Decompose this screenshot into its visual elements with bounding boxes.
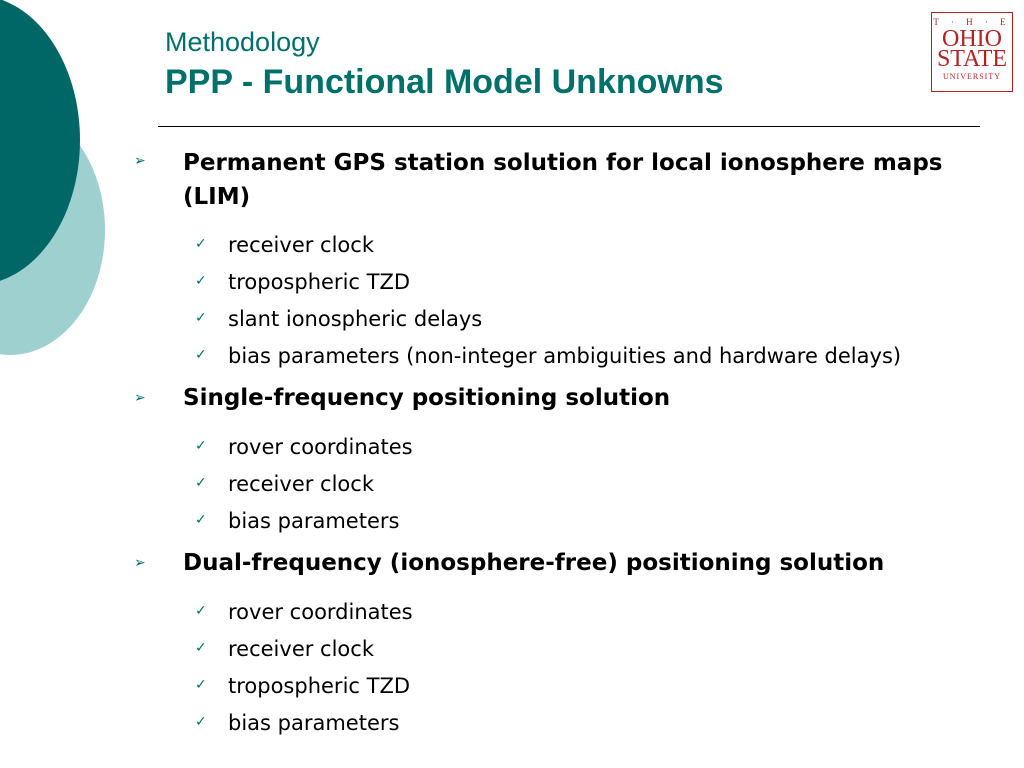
checkmark-icon: ✓ bbox=[195, 273, 207, 289]
list-item: receiver clock bbox=[228, 472, 374, 496]
section-heading: Permanent GPS station solution for local ionosphere maps (LIM) bbox=[183, 150, 943, 210]
decorative-teal-shapes bbox=[0, 0, 120, 360]
ohio-state-logo bbox=[931, 12, 1013, 92]
slide-title: PPP - Functional Model Unknowns bbox=[165, 63, 724, 101]
logo-university: UNIVERSITY bbox=[943, 72, 1001, 81]
list-item: receiver clock bbox=[228, 233, 374, 257]
checkmark-icon: ✓ bbox=[195, 677, 207, 693]
checkmark-icon: ✓ bbox=[195, 347, 207, 363]
title-divider bbox=[158, 126, 980, 127]
checkmark-icon: ✓ bbox=[195, 512, 207, 528]
list-item: receiver clock bbox=[228, 637, 374, 661]
checkmark-icon: ✓ bbox=[195, 475, 207, 491]
list-item: bias parameters (non-integer ambiguities and hardware delays) bbox=[228, 344, 902, 368]
list-item: rover coordinates bbox=[228, 600, 413, 624]
checkmark-icon: ✓ bbox=[195, 236, 207, 252]
bullet-arrow-icon: ➢ bbox=[134, 153, 146, 169]
checkmark-icon: ✓ bbox=[195, 640, 207, 656]
section-heading: Single-frequency positioning solution bbox=[183, 385, 671, 411]
section-heading: Dual-frequency (ionosphere-free) positioning solution bbox=[183, 550, 885, 576]
checkmark-icon: ✓ bbox=[195, 438, 207, 454]
list-item: slant ionospheric delays bbox=[228, 307, 483, 331]
logo-ohio: OHIO bbox=[942, 26, 1002, 52]
bullet-arrow-icon: ➢ bbox=[134, 555, 146, 571]
list-item: bias parameters bbox=[228, 711, 400, 735]
title-block bbox=[165, 24, 724, 104]
list-item: tropospheric TZD bbox=[228, 674, 411, 698]
checkmark-icon: ✓ bbox=[195, 310, 207, 326]
slide-subtitle: Methodology bbox=[165, 27, 320, 57]
list-item: bias parameters bbox=[228, 509, 400, 533]
checkmark-icon: ✓ bbox=[195, 603, 207, 619]
logo-state: STATE bbox=[936, 46, 1008, 72]
checkmark-icon: ✓ bbox=[195, 714, 207, 730]
list-item: tropospheric TZD bbox=[228, 270, 411, 294]
logo-the: T · H · E bbox=[933, 17, 1011, 27]
list-item: rover coordinates bbox=[228, 435, 413, 459]
bullet-arrow-icon: ➢ bbox=[134, 390, 146, 406]
